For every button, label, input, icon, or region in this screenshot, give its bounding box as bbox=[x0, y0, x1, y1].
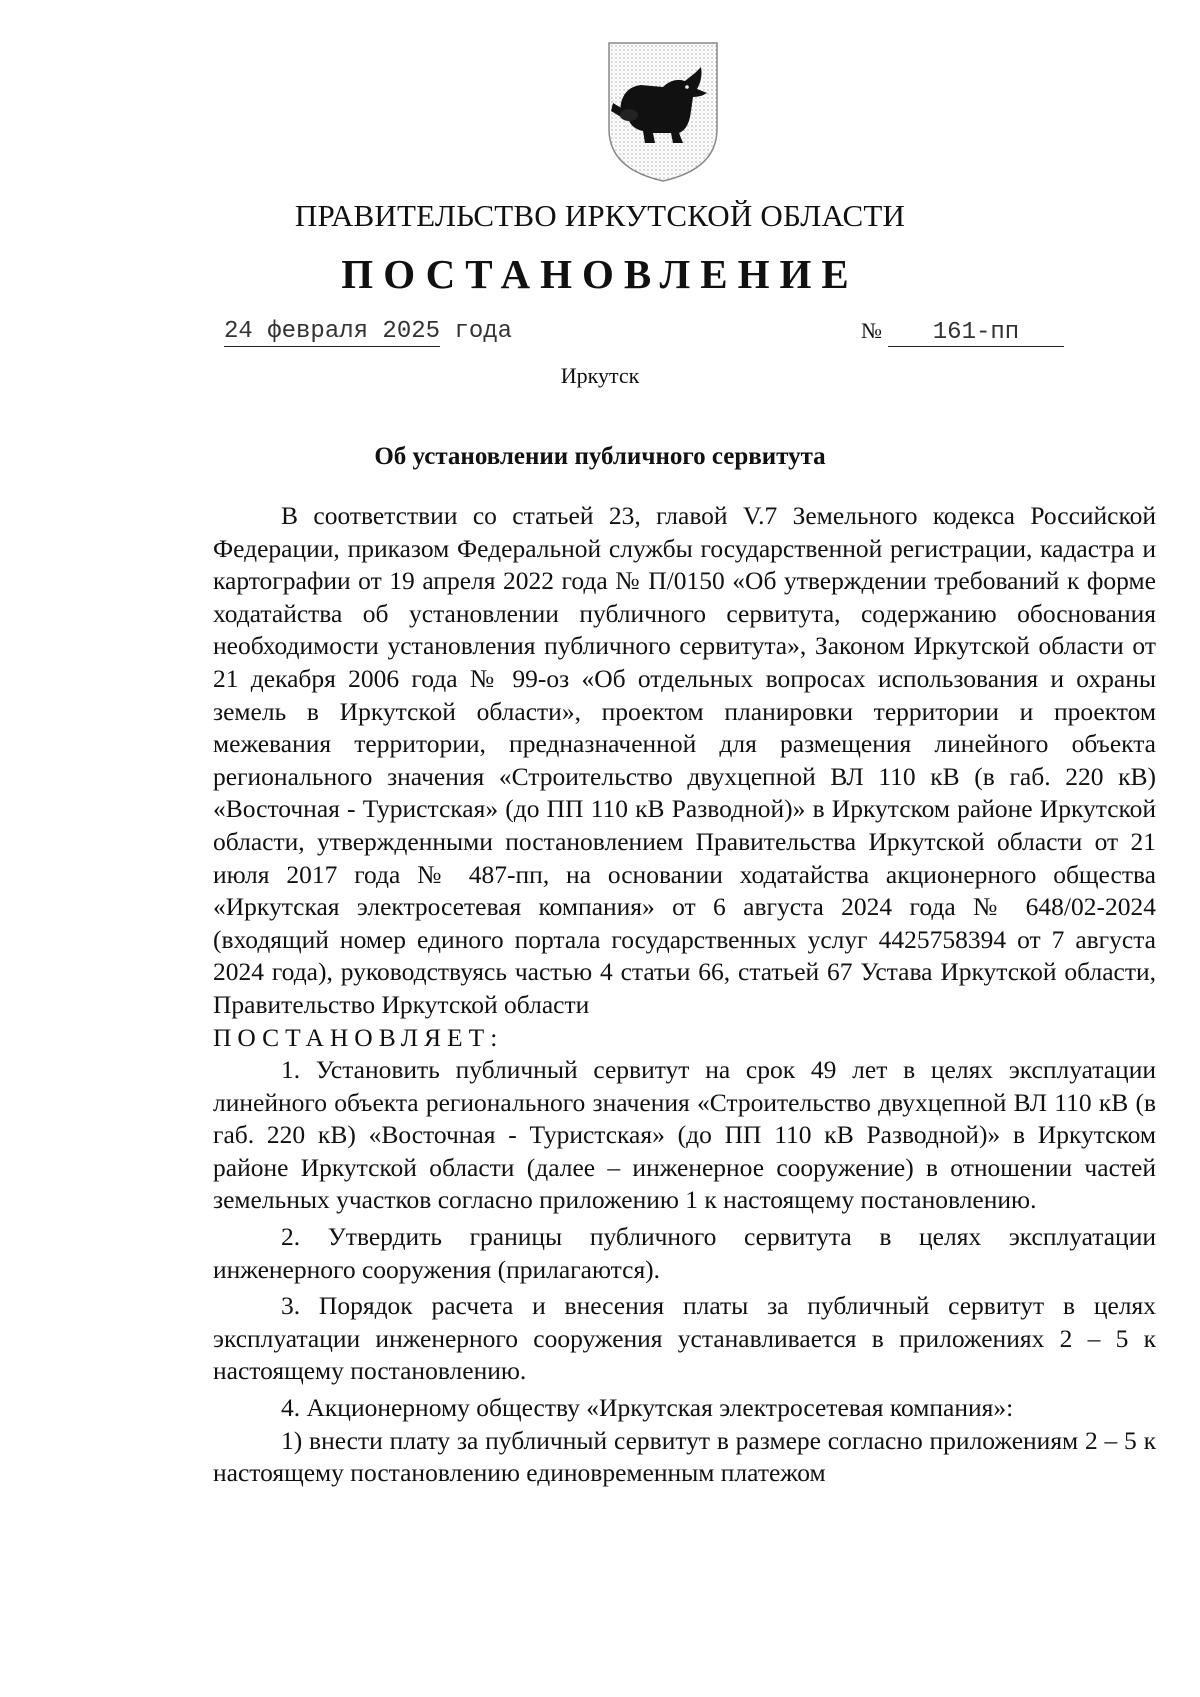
number-sign: № bbox=[861, 318, 882, 343]
document-subject: Об установлении публичного сервитута bbox=[374, 443, 826, 470]
document-type-title: ПОСТАНОВЛЕНИЕ bbox=[341, 251, 859, 297]
number-value: 161-пп bbox=[888, 319, 1064, 347]
government-name: ПРАВИТЕЛЬСТВО ИРКУТСКОЙ ОБЛАСТИ bbox=[294, 198, 906, 233]
date-suffix: года bbox=[454, 318, 513, 345]
item-3-paragraph: 3. Порядок расчета и внесения платы за публичный сервитут в целях эксплуатации инженерного сооружения устанавливается в приложениях 2 – 5 к настоящему постановлению. bbox=[213, 1291, 1156, 1386]
city-name: Иркутск bbox=[560, 363, 640, 388]
decree-word: ПОСТАНОВЛЯЕТ: bbox=[213, 1022, 504, 1052]
document-date bbox=[224, 318, 512, 345]
coat-of-arms-icon bbox=[603, 37, 723, 185]
preamble-paragraph: В соответствии со статьей 23, главой V.7 Земельного кодекса Российской Федерации, приказом Федеральной службы государственной регистрации, кадастра и картографии от 19 апреля 2022 года № П/0150 «Об утверждении требований к форме ходатайства об установлении публичного сервитута, содержанию обоснования необходимости установления публичного сервитута», Законом Иркутской области от 21 декабря 2006 года № 99-оз «Об отдельных вопросах использования и охраны земель в Иркутской области», проектом планировки территории и проектом межевания территории, предназначенной для размещения линейного объекта регионального значения «Строительство двухцепной ВЛ 110 кВ (в габ. 220 кВ) «Восточная - Туристская» (до ПП 110 кВ Разводной)» в Иркутском районе Иркутской области, утвержденными постановлением Правительства Иркутской области от 21 июля 2017 года № 487-пп, на основании ходатайства акционерного общества «Иркутская электросетевая компания» от 6 августа 2024 года № 648/02-2024 (входящий номер единого портала государственных услуг 4425758394 от 7 августа 2024 года), руководствуясь частью 4 статьи 66, статьей 67 Устава Иркутской области, Правительство Иркутской области bbox=[213, 501, 1156, 1019]
date-value: 24 февраля 2025 bbox=[224, 318, 441, 345]
document-body bbox=[213, 500, 1156, 1490]
item-4-paragraph: 4. Акционерному обществу «Иркутская электросетевая компания»: bbox=[281, 1393, 1014, 1423]
item-4-1-paragraph: 1) внести плату за публичный сервитут в размере согласно приложениям 2 – 5 к настоящему постановлению единовременным платежом bbox=[213, 1425, 1156, 1488]
document-number bbox=[861, 318, 1064, 347]
item-1-paragraph: 1. Установить публичный сервитут на срок 49 лет в целях эксплуатации линейного объекта регионального значения «Строительство двухцепной ВЛ 110 кВ (в габ. 220 кВ) «Восточная - Туристская» (до ПП 110 кВ Разводной)» в Иркутском районе Иркутской области (далее – инженерное сооружение) в отношении частей земельных участков согласно приложению 1 к настоящему постановлению. bbox=[213, 1055, 1156, 1215]
item-2-paragraph: 2. Утвердить границы публичного сервитута в целях эксплуатации инженерного сооружения (прилагаются). bbox=[213, 1222, 1156, 1284]
